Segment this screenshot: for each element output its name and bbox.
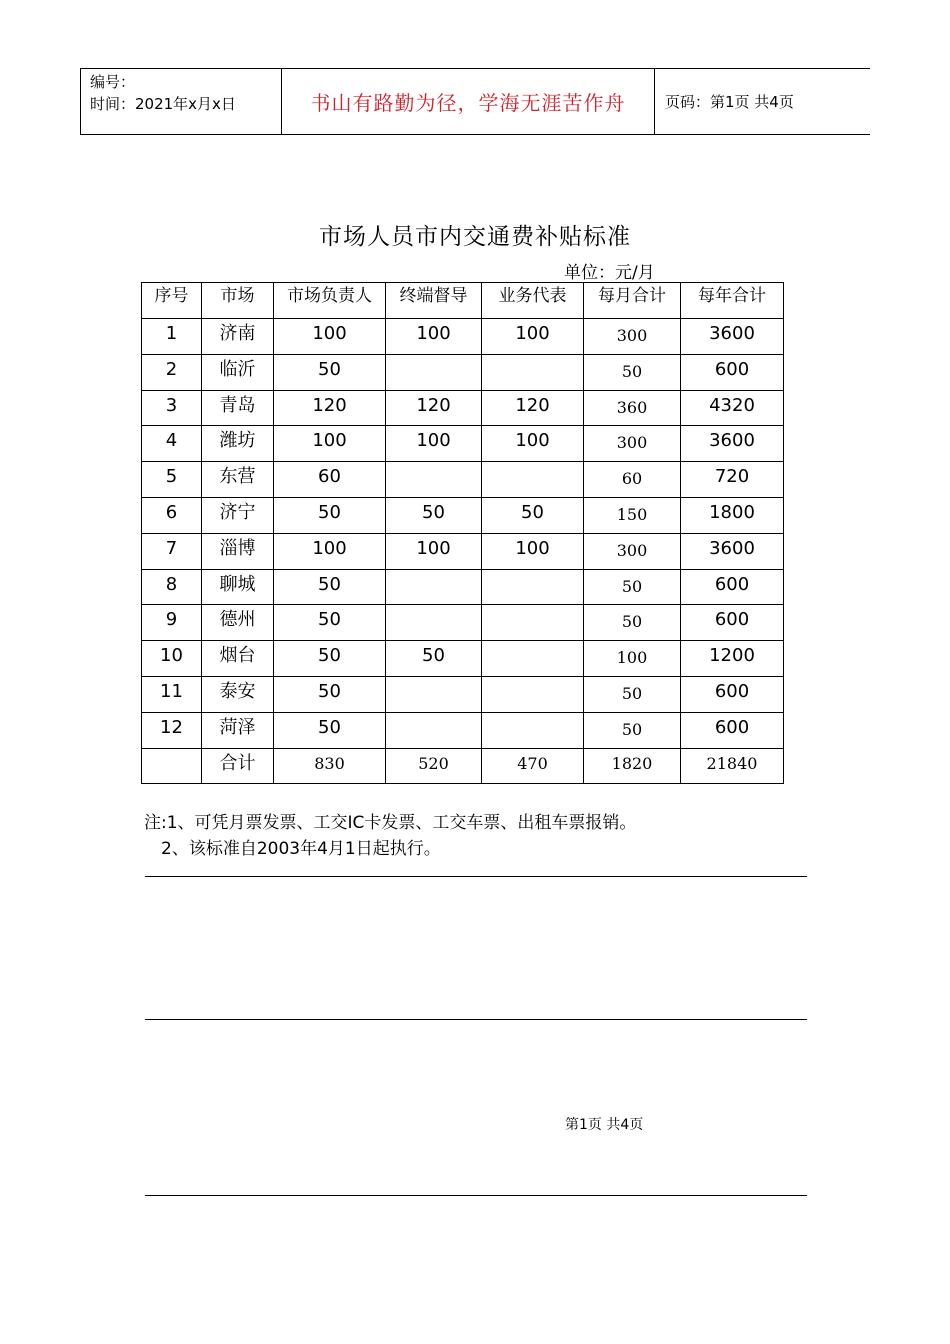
table-cell: 100 [482,426,584,462]
table-cell [142,748,202,784]
table-row [142,569,784,605]
table-cell [386,676,482,712]
table-cell: 120 [386,390,482,426]
table-cell [482,641,584,677]
table-cell: 50 [274,497,386,533]
table-cell: 6 [142,497,202,533]
notes [144,810,636,862]
header-time: 时间：2021年x月x日 [90,95,236,113]
table-cell: 10 [142,641,202,677]
table-cell: 60 [274,462,386,498]
note-item: 2、该标准自2003年4月1日起执行。 [161,839,441,859]
table-cell: 100 [386,426,482,462]
footer-page-info: 第1页 共4页 [565,1117,644,1133]
table-cell: 济宁 [202,497,274,533]
table-row [142,712,784,748]
table-cell: 150 [584,497,681,533]
table-cell: 东营 [202,462,274,498]
header-motto: 书山有路勤为径，学海无涯苦作舟 [282,69,655,134]
table-cell: 11 [142,676,202,712]
table-cell: 9 [142,605,202,641]
table-cell [482,462,584,498]
table-cell: 7 [142,533,202,569]
table-row [142,426,784,462]
header-cell: 业务代表 [482,283,584,319]
table-cell: 5 [142,462,202,498]
table-cell: 4320 [681,390,784,426]
table-cell: 临沂 [202,354,274,390]
divider-line [145,1019,807,1020]
total-row [142,748,784,784]
table-cell: 12 [142,712,202,748]
table-cell [482,354,584,390]
table-cell: 1 [142,319,202,355]
table-row [142,533,784,569]
table-cell: 4 [142,426,202,462]
table-cell [482,605,584,641]
table-cell: 50 [584,354,681,390]
table-body [142,319,784,784]
header-cell: 每月合计 [584,283,681,319]
table-row [142,319,784,355]
table-cell: 潍坊 [202,426,274,462]
table-cell: 360 [584,390,681,426]
table-cell: 100 [274,533,386,569]
table-cell: 3600 [681,533,784,569]
table-cell: 泰安 [202,676,274,712]
table-cell: 600 [681,569,784,605]
table-cell: 120 [482,390,584,426]
table-cell: 300 [584,533,681,569]
divider-line [145,876,807,877]
header-number: 编号： [90,73,136,91]
table-cell: 50 [482,497,584,533]
table-row [142,354,784,390]
table-cell: 100 [482,319,584,355]
header-cell: 终端督导 [386,283,482,319]
table-cell: 100 [274,319,386,355]
table-row [142,676,784,712]
table-cell: 1820 [584,748,681,784]
header-cell: 市场负责人 [274,283,386,319]
table-cell: 青岛 [202,390,274,426]
table-cell [482,676,584,712]
table-header-row [142,283,784,319]
note-item: 注:1、可凭月票发票、工交IC卡发票、工交车票、出租车票报销。 [144,813,637,833]
table-cell: 50 [274,676,386,712]
table-cell: 淄博 [202,533,274,569]
table-cell: 2 [142,354,202,390]
table-cell: 600 [681,354,784,390]
table-cell: 300 [584,319,681,355]
table-cell: 120 [274,390,386,426]
table-cell: 830 [274,748,386,784]
table-cell [386,605,482,641]
table-cell [482,569,584,605]
table-row [142,390,784,426]
header-meta [81,69,282,134]
table-cell: 8 [142,569,202,605]
table-row [142,605,784,641]
table-cell: 50 [584,569,681,605]
table-row [142,641,784,677]
header-cell: 市场 [202,283,274,319]
table-cell [386,569,482,605]
table-cell: 600 [681,605,784,641]
document-title: 市场人员市内交通费补贴标准 [319,224,631,250]
table-cell: 烟台 [202,641,274,677]
table-cell: 50 [386,641,482,677]
table-row [142,497,784,533]
table-cell [386,462,482,498]
header-page-info: 页码：第1页 共4页 [665,93,794,111]
table-cell: 菏泽 [202,712,274,748]
table-cell: 300 [584,426,681,462]
table-cell: 100 [482,533,584,569]
table-cell: 100 [274,426,386,462]
table-cell: 50 [584,712,681,748]
table-cell: 济南 [202,319,274,355]
table-cell: 1800 [681,497,784,533]
table-cell: 720 [681,462,784,498]
page-header [80,68,870,135]
table-cell: 50 [274,569,386,605]
table-cell: 3600 [681,319,784,355]
table-cell: 德州 [202,605,274,641]
table-cell: 50 [386,497,482,533]
table-cell: 50 [274,354,386,390]
table-cell [386,354,482,390]
table-cell: 21840 [681,748,784,784]
table-cell: 600 [681,676,784,712]
table-cell: 聊城 [202,569,274,605]
table-cell: 50 [274,641,386,677]
table-cell [386,712,482,748]
table-cell: 3600 [681,426,784,462]
table-row [142,462,784,498]
table-cell: 50 [274,605,386,641]
table-cell [482,712,584,748]
table-cell: 合计 [202,748,274,784]
table-cell: 1200 [681,641,784,677]
subsidy-table [141,282,784,784]
table-cell: 600 [681,712,784,748]
header-cell: 序号 [142,283,202,319]
table-cell: 100 [386,533,482,569]
unit-label: 单位：元/月 [564,263,655,283]
divider-line [145,1195,807,1196]
table-cell: 100 [584,641,681,677]
table-cell: 50 [584,676,681,712]
table-cell: 100 [386,319,482,355]
table-cell: 3 [142,390,202,426]
table-cell: 50 [274,712,386,748]
table-cell: 520 [386,748,482,784]
table-cell: 470 [482,748,584,784]
header-cell: 每年合计 [681,283,784,319]
table-cell: 50 [584,605,681,641]
table-cell: 60 [584,462,681,498]
